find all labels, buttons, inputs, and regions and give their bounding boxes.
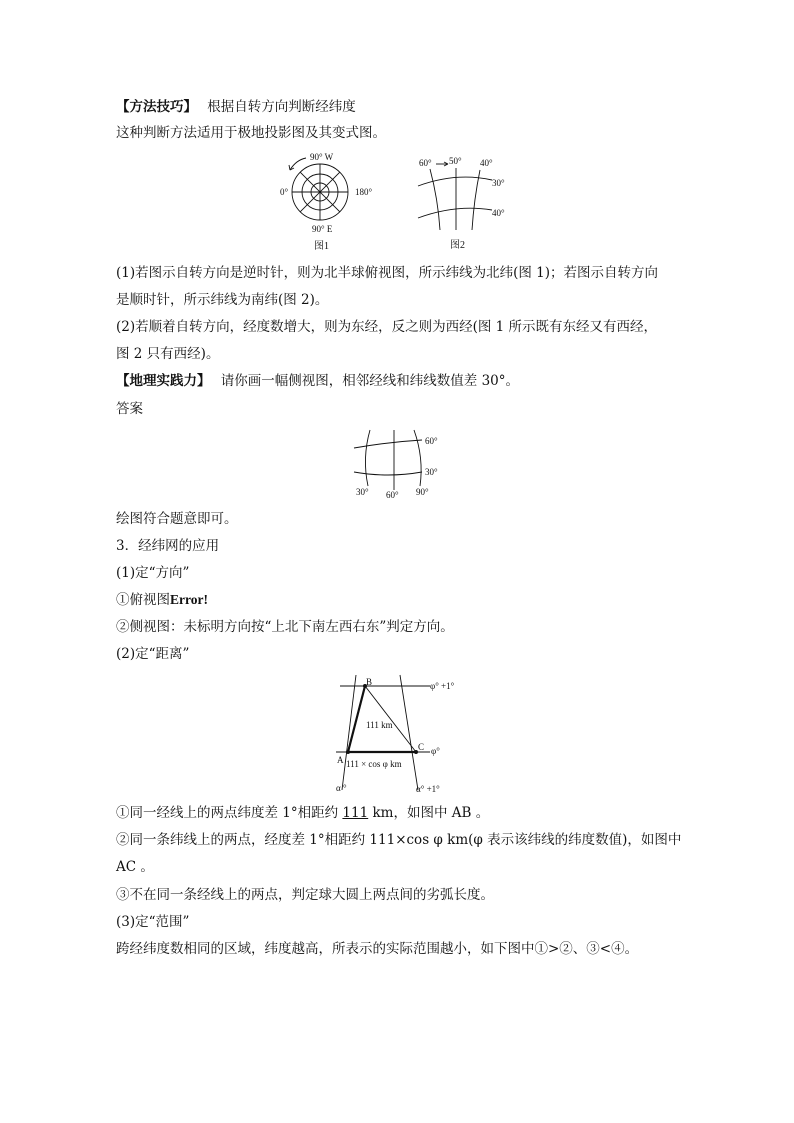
rule-1b: 是顺时针，所示纬线为南纬(图 2)。 (116, 292, 329, 308)
range-text: 跨经纬度数相同的区域，纬度越高，所表示的实际范围越小，如下图中①>②、③<④。 (116, 941, 639, 957)
label-ac-length: 111 × cos φ km (346, 759, 402, 769)
section-3-title: 3．经纬网的应用 (116, 538, 220, 554)
rule-1a: (1)若图示自转方向是逆时针，则为北半球俯视图，所示纬线为北纬(图 1)；若图示自转方向 (116, 265, 659, 281)
fig1-top-label: 90° W (310, 152, 334, 162)
answer-label: 答案 (116, 401, 143, 417)
rotation-arrow-icon (290, 158, 306, 170)
point-a (346, 750, 350, 754)
fig2-grid-lines (418, 168, 492, 230)
fig2-label-40-top: 40° (480, 158, 493, 168)
method-tag: 【方法技巧】 (116, 99, 197, 115)
answer-note: 绘图符合题意即可。 (116, 511, 238, 527)
fig2-label-40: 40° (492, 208, 505, 218)
figure-1-polar-diagram (276, 148, 386, 252)
answer-lon-60: 60° (386, 490, 399, 500)
label-lat: φ° (431, 746, 440, 756)
distance-item-3: ③不在同一条经线上的两点，判定球大圆上两点间的劣弧长度。 (116, 887, 494, 903)
label-a: A (337, 755, 344, 765)
fig1-caption: 图1 (314, 241, 329, 252)
answer-grid-lines (354, 430, 422, 490)
error-text: Error! (170, 592, 208, 607)
label-ab-length: 111 km (366, 720, 393, 730)
distance-item-1-pre: ①同一经线上的两点纬度差 1°相距约 (116, 805, 343, 821)
direction-item-1 (116, 591, 208, 609)
method-desc: 这种判断方法适用于极地投影图及其变式图。 (116, 125, 386, 141)
fig1-right-label: 180° (355, 187, 373, 197)
answer-lon-30: 30° (356, 487, 369, 497)
fig2-label-60: 60° (419, 158, 432, 168)
distance-item-1 (116, 804, 489, 822)
distance-figure (334, 674, 474, 796)
fig1-bottom-label: 90° E (312, 224, 333, 234)
distance-grid-lines (336, 675, 430, 790)
label-b: B (366, 677, 373, 687)
distance-item-2b: AC 。 (116, 859, 154, 875)
rule-2b: 图 2 只有西经)。 (116, 346, 220, 362)
method-heading (116, 98, 356, 116)
fig1-left-label: 0° (280, 187, 289, 197)
range-title: (3)定“范围” (116, 914, 190, 930)
distance-item-2a: ②同一条纬线上的两点，经度差 1°相距约 111×cos φ km(φ 表示该纬线的纬度数值)，如图中 (116, 832, 682, 848)
direction-item-2: ②侧视图：未标明方向按“上北下南左西右东”判定方向。 (116, 619, 454, 635)
fig2-label-30: 30° (492, 178, 505, 188)
polar-circle-grid (292, 164, 348, 220)
practice-text: 请你画一幅侧视图，相邻经线和纬线数值差 30°。 (220, 373, 520, 389)
direction-item-1-text: ①俯视图 (116, 592, 170, 608)
practice-tag: 【地理实践力】 (116, 373, 211, 389)
practice-question (116, 372, 519, 390)
method-title: 根据自转方向判断经纬度 (207, 99, 356, 115)
fig2-label-50: 50° (449, 156, 462, 166)
answer-lat-60: 60° (425, 436, 438, 446)
distance-item-1-post: km，如图中 AB 。 (368, 805, 490, 821)
rule-2a: (2)若顺着自转方向，经度数增大，则为东经，反之则为西经(图 1 所示既有东经又有西经， (116, 319, 658, 335)
fig2-caption: 图2 (450, 240, 465, 251)
label-c: C (418, 742, 425, 752)
label-top-lat: φ° +1° (430, 681, 455, 691)
answer-lat-30: 30° (425, 467, 438, 477)
distance-item-1-num: 111 (342, 805, 369, 821)
answer-lon-90: 90° (416, 487, 429, 497)
label-lon-left: α ° (336, 783, 347, 793)
distance-title: (2)定“距离” (116, 646, 190, 662)
direction-title: (1)定“方向” (116, 565, 190, 581)
label-lon-right: α° +1° (416, 784, 440, 794)
answer-figure (348, 428, 448, 502)
figure-2-lat-lon-diagram (414, 154, 524, 252)
